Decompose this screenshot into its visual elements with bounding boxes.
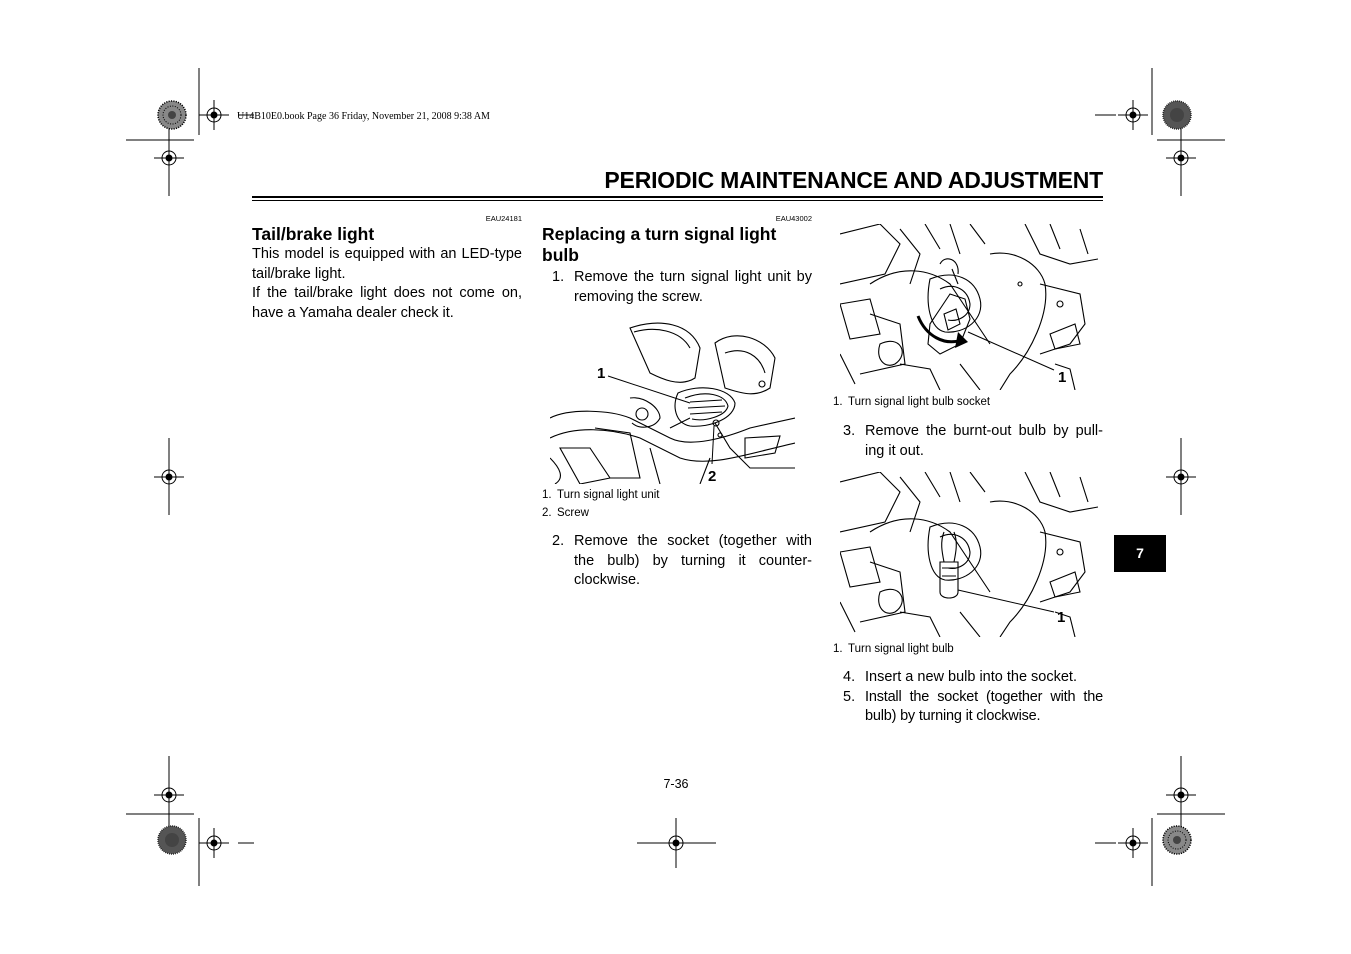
section-heading: Replacing a turn signal light bulb (542, 224, 777, 265)
figure-3-caption (833, 640, 954, 658)
turn-signal-steps-col3a (833, 422, 1103, 461)
section-code: EAU24181 (485, 214, 522, 223)
page-title: PERIODIC MAINTENANCE AND ADJUSTMENT (604, 167, 1103, 193)
paragraph: If the tail/brake light does not come on, have a Yamaha dealer check it. (252, 285, 522, 321)
step-5 (833, 688, 1103, 727)
step-number: 1. (552, 269, 565, 285)
step-number: 5. (843, 688, 856, 705)
caption-item: 1. Turn signal light bulb (833, 643, 954, 655)
step-2 (542, 532, 812, 591)
bulb-socket-illustration (840, 224, 1098, 390)
caption-item: 2. Screw (542, 507, 589, 519)
step-text: Install the socket (together with the bulb) by turning it clockwise. (865, 688, 1103, 724)
step-4 (833, 668, 1103, 688)
step-text: Remove the socket (together with the bulb) by turning it counter-clockwise. (574, 533, 812, 588)
turn-signal-unit-illustration (550, 318, 795, 484)
turn-signal-steps-col3b (833, 668, 1103, 727)
step-number: 3. (843, 423, 856, 439)
step-text: Remove the turn signal light unit by removing the screw. (574, 269, 812, 305)
book-info: U14B10E0.book Page 36 Friday, November 21, 2008 9:38 AM (237, 111, 490, 122)
turn-signal-section (542, 214, 812, 307)
paragraph: This model is equipped with an LED-type tail/brake light. (252, 246, 522, 282)
bulb-illustration (840, 472, 1098, 637)
callout-1: 1 (1057, 609, 1066, 626)
step-3 (833, 422, 1103, 461)
caption-item: 1. Turn signal light unit (542, 489, 660, 501)
step-number: 2. (552, 533, 565, 549)
section-heading: Tail/brake light (252, 224, 375, 244)
title-rule-thin (252, 200, 1103, 201)
step-number: 4. (843, 669, 856, 685)
title-rule-thick (252, 196, 1103, 198)
chapter-tab: 7 (1114, 535, 1166, 572)
figure-2-caption (833, 393, 990, 411)
section-code: EAU43002 (775, 214, 812, 223)
tail-brake-section (252, 214, 522, 323)
step-text: Insert a new bulb into the socket. (865, 669, 1077, 685)
caption-item: 1. Turn signal light bulb socket (833, 396, 991, 408)
figure-1-caption (542, 486, 660, 522)
page-number: 7-36 (663, 777, 689, 791)
step-text: Remove the burnt-out bulb by pull-ing it out. (865, 423, 1103, 459)
turn-signal-steps-cont (542, 532, 812, 591)
callout-1: 1 (597, 365, 606, 382)
step-1 (542, 268, 812, 307)
callout-2: 2 (708, 468, 717, 484)
callout-1: 1 (1058, 369, 1067, 386)
